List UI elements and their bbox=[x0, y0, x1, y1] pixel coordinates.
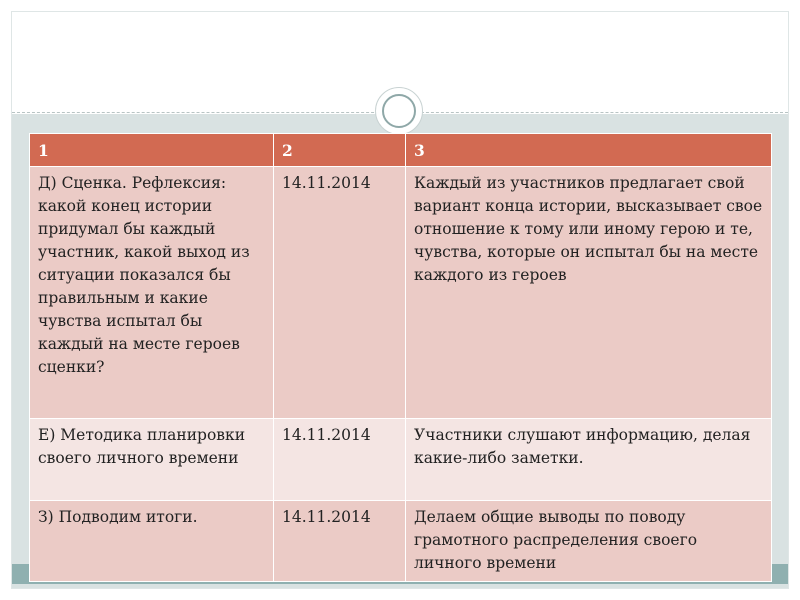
description-cell: Участники слушают информацию, делая какие-либо заметки. bbox=[406, 419, 772, 501]
date-cell: 14.11.2014 bbox=[274, 501, 406, 582]
schedule-table bbox=[29, 133, 772, 582]
table-row bbox=[30, 167, 772, 419]
description-cell: Делаем общие выводы по поводу грамотного распределения своего личного времени bbox=[406, 501, 772, 582]
header-cell-2: 2 bbox=[274, 134, 406, 167]
header-cell-3: 3 bbox=[406, 134, 772, 167]
activity-cell: Д) Сценка. Рефлексия: какой конец истории придумал бы каждый участник, какой выход из ситуации показался бы правильным и какие чувства испытал бы каждый на месте героев сценки? bbox=[30, 167, 274, 419]
description-cell: Каждый из участников предлагает свой вариант конца истории, высказывает свое отношение к тому или иному герою и те, чувства, которые он испытал бы на месте каждого из героев bbox=[406, 167, 772, 419]
date-cell: 14.11.2014 bbox=[274, 167, 406, 419]
table-row bbox=[30, 419, 772, 501]
table-row bbox=[30, 501, 772, 582]
date-cell: 14.11.2014 bbox=[274, 419, 406, 501]
header-cell-1: 1 bbox=[30, 134, 274, 167]
activity-cell: Е) Методика планировки своего личного времени bbox=[30, 419, 274, 501]
activity-cell: З) Подводим итоги. bbox=[30, 501, 274, 582]
header-row bbox=[30, 134, 772, 167]
ornament-ring-icon bbox=[382, 94, 416, 128]
